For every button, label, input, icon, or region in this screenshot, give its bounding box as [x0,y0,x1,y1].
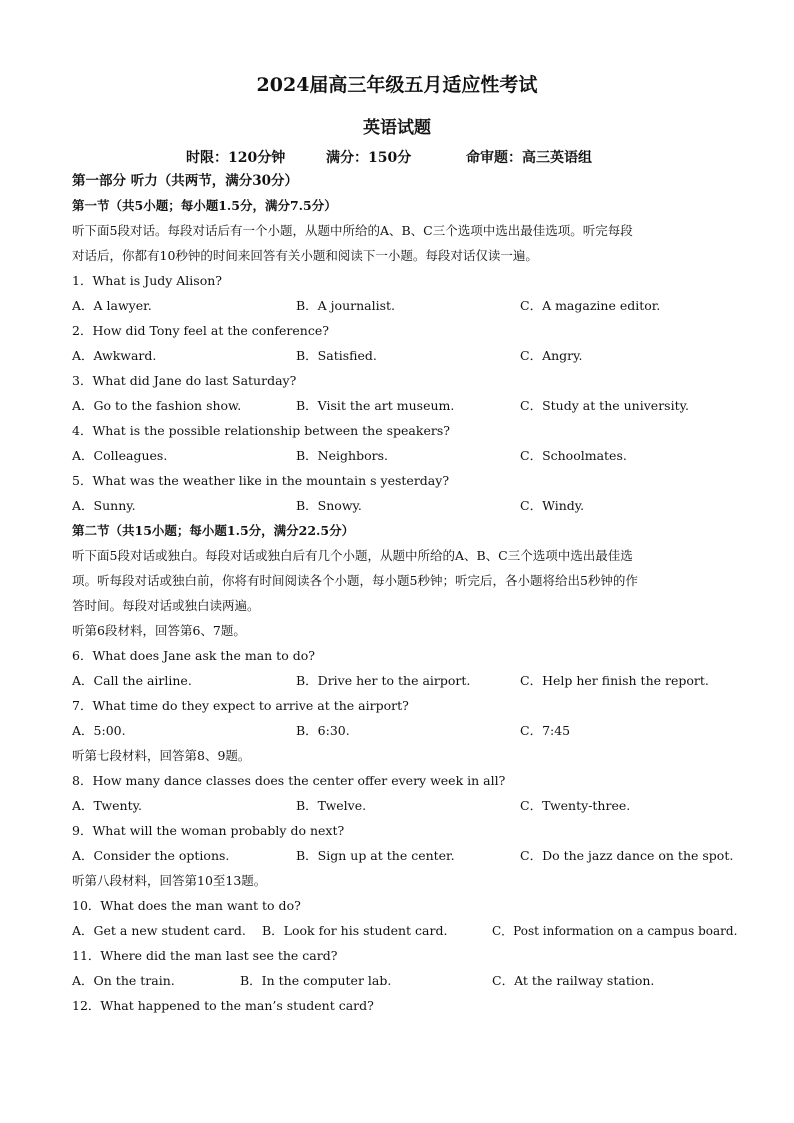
q7-option-c: C．7:45 [520,723,571,738]
q1-option-a: A．A lawyer. [72,298,152,313]
q6-option-c: C．Help her finish the report. [520,673,709,688]
question-6: 6．What does Jane ask the man to do? [72,648,315,663]
q10-option-c: C．Post information on a campus board. [492,924,738,938]
q3-option-a: A．Go to the fashion show. [72,398,242,413]
q2-option-c: C．Angry. [520,348,583,363]
q1-option-c: C．A magazine editor. [520,298,661,313]
q5-option-a: A．Sunny. [72,498,136,513]
full-score: 满分：150分 [326,150,412,166]
setter: 命审题：高三英语组 [466,150,592,166]
question-2: 2．How did Tony feel at the conference? [72,323,329,338]
q2-option-a: A．Awkward. [72,348,157,363]
section2-heading: 第二节（共15小题；每小题1.5分，满分22.5分） [72,523,355,538]
question-3: 3．What did Jane do last Saturday? [72,373,297,388]
question-8: 8．How many dance classes does the center offer every week in all? [72,773,506,788]
question-7: 7．What time do they expect to arrive at the airport? [72,698,409,713]
q6-option-a: A．Call the airline. [72,673,192,688]
q6-option-b: B．Drive her to the airport. [296,673,471,688]
part1-heading: 第一部分 听力（共两节，满分30分） [72,173,298,189]
exam-title: 2024届高三年级五月适应性考试 [256,74,538,96]
q8-option-c: C．Twenty-three. [520,798,631,813]
q3-option-b: B．Visit the art museum. [296,398,455,413]
q11-option-a: A．On the train. [72,973,175,988]
section2-instructions-2: 项。听每段对话或独白前，你将有时间阅读各个小题，每小题5秒钟；听完后，各小题将给出5秒钟的作 [72,573,638,588]
q10-option-a: A．Get a new student card. [72,923,246,938]
section1-instructions-2: 对话后，你都有10秒钟的时间来回答有关小题和阅读下一小题。每段对话仅读一遍。 [72,248,538,263]
q3-option-c: C．Study at the university. [520,398,689,413]
question-4: 4．What is the possible relationship between the speakers? [72,423,450,438]
question-11: 11．Where did the man last see the card? [72,948,338,963]
material-8-note: 听第八段材料，回答第10至13题。 [72,873,267,888]
q1-option-b: B．A journalist. [296,298,396,313]
question-10: 10．What does the man want to do? [72,898,301,913]
question-9: 9．What will the woman probably do next? [72,823,345,838]
q7-option-a: A．5:00. [72,723,126,738]
q8-option-a: A．Twenty. [72,798,142,813]
q9-option-b: B．Sign up at the center. [296,848,455,863]
q11-option-b: B．In the computer lab. [240,973,392,988]
section1-instructions-1: 听下面5段对话。每段对话后有一个小题，从题中所给的A、B、C三个选项中选出最佳选项。听完每段 [72,223,633,238]
q9-option-c: C．Do the jazz dance on the spot. [520,848,734,863]
question-12: 12．What happened to the man’s student card? [72,998,374,1013]
section2-instructions-3: 答时间。每段对话或独白读两遍。 [72,598,260,613]
q5-option-b: B．Snowy. [296,498,362,513]
q10-option-b: B．Look for his student card. [262,923,448,938]
q8-option-b: B．Twelve. [296,798,367,813]
q4-option-b: B．Neighbors. [296,448,388,463]
material-7-note: 听第七段材料，回答第8、9题。 [72,748,251,763]
q4-option-c: C．Schoolmates. [520,448,627,463]
section2-instructions-1: 听下面5段对话或独白。每段对话或独白后有几个小题，从题中所给的A、B、C三个选项中选出最佳选 [72,548,633,563]
q9-option-a: A．Consider the options. [72,848,230,863]
time-limit: 时限：120分钟 [186,150,286,166]
question-5: 5．What was the weather like in the mountain s yesterday? [72,473,450,488]
q4-option-a: A．Colleagues. [72,448,168,463]
exam-subtitle: 英语试题 [363,118,431,138]
q11-option-c: C．At the railway station. [492,973,655,988]
q2-option-b: B．Satisfied. [296,348,377,363]
question-1: 1．What is Judy Alison? [72,273,223,288]
material-6-note: 听第6段材料，回答第6、7题。 [72,623,246,638]
q7-option-b: B．6:30. [296,723,350,738]
q5-option-c: C．Windy. [520,498,585,513]
section1-heading: 第一节（共5小题；每小题1.5分，满分7.5分） [72,198,337,213]
